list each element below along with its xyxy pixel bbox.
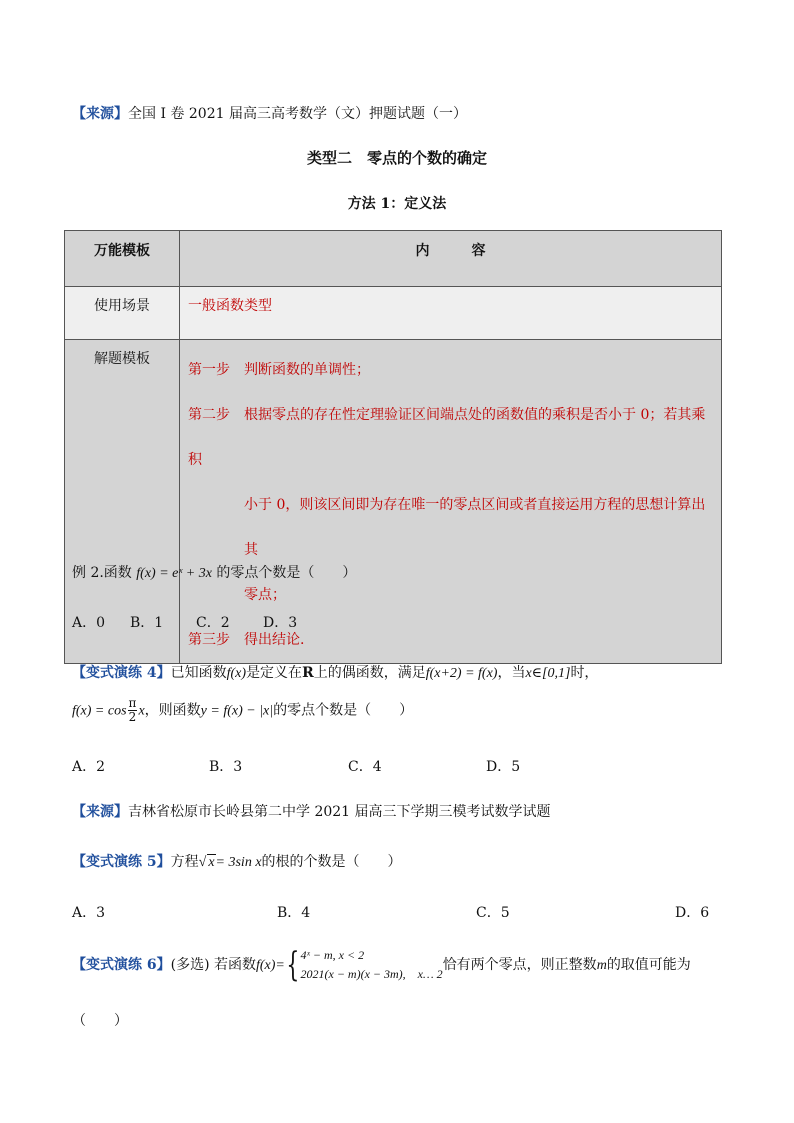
fraction-denominator: 2 bbox=[128, 710, 137, 724]
template-content bbox=[180, 340, 722, 664]
step-3-label: 第三步 bbox=[188, 632, 230, 648]
scenario-content: 一般函数类型 bbox=[180, 287, 722, 340]
exercise-4-line-2 bbox=[72, 697, 413, 724]
step-1 bbox=[188, 348, 715, 393]
table-header-col2: 内 容 bbox=[180, 231, 722, 287]
exercise-5-option-d[interactable]: D．6 bbox=[675, 905, 710, 921]
exercise-5-eq: = 3sin x bbox=[215, 855, 262, 870]
step-2-text-line-1: 根据零点的存在性定理验证区间端点处的函数值的乘积是否小于 0；若其乘积 bbox=[188, 407, 706, 468]
exercise-4-R: R bbox=[302, 665, 314, 681]
table-header-row bbox=[65, 231, 722, 287]
exercise-6-text: 的取值可能为 bbox=[606, 957, 691, 973]
exercise-4-tag: 【变式演练 4】 bbox=[72, 665, 171, 681]
source-text: 吉林省松原市长岭县第二中学 2021 届高三下学期三模考试数学试题 bbox=[128, 804, 551, 820]
method-title: 方法 1：定义法 bbox=[347, 196, 447, 212]
piecewise-cases bbox=[301, 946, 443, 984]
source-text: 全国 I 卷 2021 届高三高考数学（文）押题试题（一） bbox=[128, 106, 467, 122]
exercise-4-option-c[interactable]: C．4 bbox=[348, 759, 382, 775]
exercise-4-line-1 bbox=[72, 662, 598, 682]
example-2-formula: f(x) = eˣ + 3x bbox=[136, 566, 212, 581]
piecewise-case-1: 4ˣ − m, x < 2 bbox=[300, 948, 365, 962]
exercise-6-text: (多选) 若函数 bbox=[170, 957, 256, 973]
exercise-5-sqrt: √ x bbox=[198, 855, 215, 870]
exercise-5-option-a[interactable]: A．3 bbox=[72, 905, 106, 921]
step-2-text-line-2: 小于 0，则该区间即为存在唯一的零点区间或者直接运用方程的思想计算出其 bbox=[244, 497, 706, 558]
exercise-5-option-b[interactable]: B．4 bbox=[277, 905, 311, 921]
exercise-4-domain: x∈[0,1] bbox=[525, 666, 571, 681]
step-1-text: 判断函数的单调性； bbox=[244, 362, 370, 378]
step-2-text-line-3: 零点； bbox=[244, 587, 286, 603]
exercise-4-fx: f(x) bbox=[226, 666, 247, 681]
example-2-option-d[interactable]: D．3 bbox=[263, 615, 298, 631]
exercise-6-tag: 【变式演练 6】 bbox=[72, 957, 171, 973]
example-2-prefix: 例 2.函数 bbox=[72, 565, 132, 581]
exercise-4-text: 已知函数 bbox=[170, 665, 227, 681]
fraction-numerator: π bbox=[128, 696, 137, 710]
example-2-question bbox=[72, 562, 356, 582]
template-label: 解题模板 bbox=[65, 340, 180, 664]
table-row-scenario bbox=[65, 287, 722, 340]
exercise-4-periodic: f(x+2) = f(x) bbox=[425, 666, 498, 681]
example-2-option-a[interactable]: A．0 bbox=[72, 615, 106, 631]
example-2-suffix: 的零点个数是（ ） bbox=[216, 565, 357, 581]
source-line-1 bbox=[72, 103, 467, 123]
table-header-col1: 万能模板 bbox=[65, 231, 180, 287]
example-2-option-c[interactable]: C．2 bbox=[196, 615, 230, 631]
exercise-5-tag: 【变式演练 5】 bbox=[72, 854, 171, 870]
source-line-2 bbox=[72, 801, 551, 821]
exercise-5-text: 方程 bbox=[170, 854, 199, 870]
exercise-4-option-b[interactable]: B．3 bbox=[209, 759, 243, 775]
exercise-4-option-a[interactable]: A．2 bbox=[72, 759, 106, 775]
exercise-6-text: 恰有两个零点，则正整数 bbox=[442, 957, 597, 973]
exercise-4-cos: f(x) = cos bbox=[72, 703, 127, 719]
exercise-4-x: x bbox=[138, 703, 145, 719]
exercise-6-answer-blank: （ ） bbox=[72, 1013, 128, 1029]
sqrt-radicand: x bbox=[208, 855, 215, 870]
template-table bbox=[64, 230, 722, 664]
exercise-4-text: 上的偶函数，满足 bbox=[313, 665, 426, 681]
exercise-5-text: 的根的个数是（ ） bbox=[261, 854, 402, 870]
step-3-text: 得出结论. bbox=[244, 632, 305, 648]
section-title: 类型二 零点的个数的确定 bbox=[306, 149, 487, 167]
step-2-label: 第二步 bbox=[188, 407, 230, 423]
piecewise-case-2: 2021(x − m)(x − 3m), x… 2 bbox=[300, 967, 443, 981]
exercise-5-option-c[interactable]: C．5 bbox=[476, 905, 510, 921]
exercise-6-fx: f(x)= bbox=[256, 958, 285, 973]
exercise-4-option-d[interactable]: D．5 bbox=[486, 759, 521, 775]
exercise-5-question bbox=[72, 851, 402, 871]
exercise-4-text: 是定义在 bbox=[246, 665, 303, 681]
exercise-4-fraction bbox=[128, 697, 138, 724]
exercise-4-y: y = f(x) − |x| bbox=[200, 703, 274, 719]
piecewise-brace: { bbox=[286, 945, 300, 985]
step-2 bbox=[188, 393, 715, 483]
source-tag: 【来源】 bbox=[72, 106, 128, 122]
source-tag: 【来源】 bbox=[72, 804, 128, 820]
exercise-4-text: ，则函数 bbox=[144, 702, 201, 719]
step-1-label: 第一步 bbox=[188, 362, 230, 378]
exercise-4-text: 时， bbox=[570, 665, 599, 681]
exercise-4-text: 的零点个数是（ ） bbox=[273, 702, 414, 719]
scenario-label: 使用场景 bbox=[65, 287, 180, 340]
exercise-6-m: m bbox=[596, 958, 607, 973]
exercise-4-text: ，当 bbox=[497, 665, 526, 681]
exercise-6-question bbox=[72, 946, 691, 984]
example-2-option-b[interactable]: B．1 bbox=[130, 615, 164, 631]
